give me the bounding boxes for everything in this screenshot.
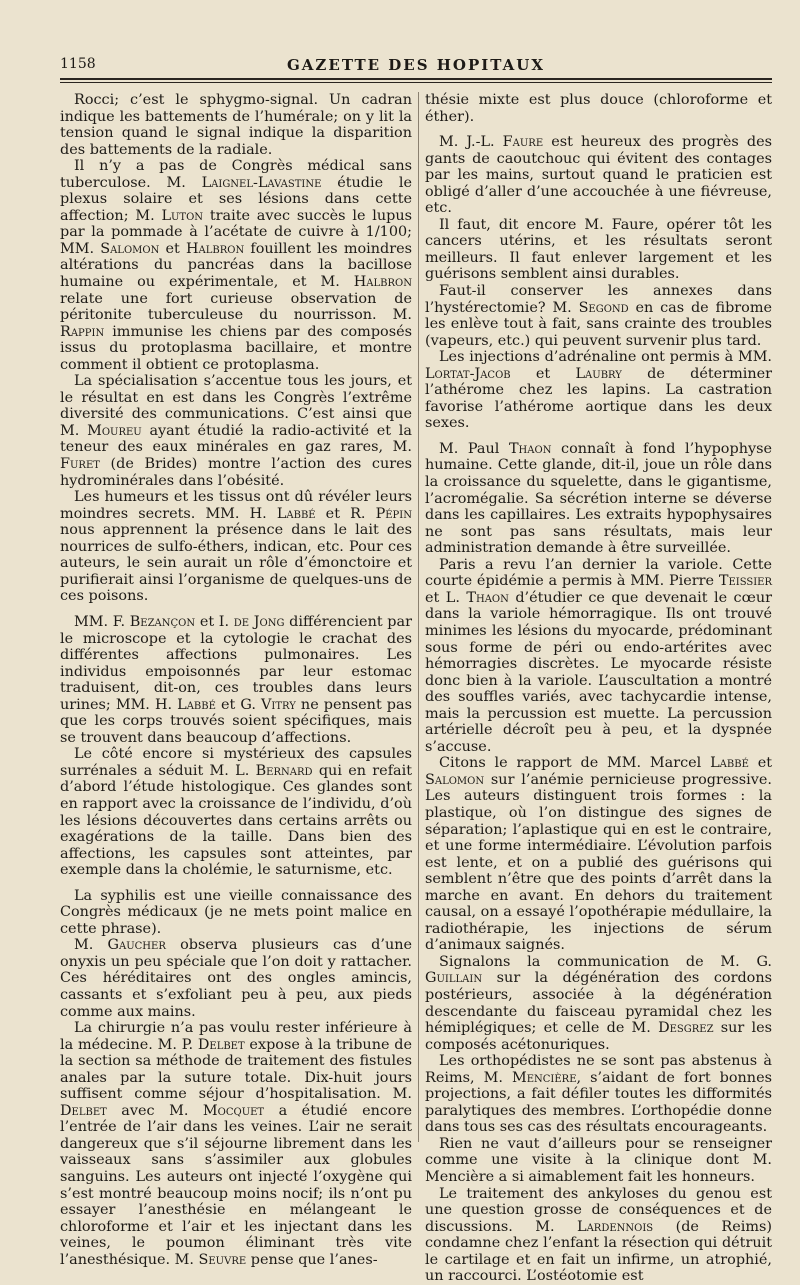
page-number: 1158 <box>60 56 96 72</box>
text-run: pense que l’anes- <box>246 1251 378 1268</box>
paragraph <box>60 746 412 878</box>
paragraph <box>60 937 412 1020</box>
author-name: Delbet <box>197 1036 245 1053</box>
author-name: Vitry <box>261 696 296 713</box>
author-name: Guillain <box>425 970 483 987</box>
text-run: Les orthopédistes ne se sont pas abstenus à Reims, M. <box>425 1053 772 1086</box>
text-run: nous apprennent la présence dans le lait des nourrices de sulfo-éthers, indican, etc. Pour ces auteurs, le sein aurait un rôle d’émonctoire et purifierait ainsi l’organisme de quelques-uns de ces poisons. <box>60 522 412 605</box>
text-run: sur la dégénération des cordons postérieurs, associée à la dégénération descendante du faisceau pyramidal chez les hémiplégiques; et celle de M. <box>425 970 772 1037</box>
paragraph <box>60 158 412 373</box>
text-run: Il faut, dit encore M. Faure, opérer tôt les cancers utérins, et les résultats seront meilleurs. Il faut enlever largement et les guérisons semblent ainsi durables. <box>425 216 772 283</box>
author-name: Salomon <box>100 240 160 257</box>
paragraph <box>60 373 412 489</box>
author-name: Pépin <box>375 505 412 522</box>
text-run: relate une fort curieuse observation de péritonite tuberculeuse du nourrisson. M. <box>60 290 412 324</box>
text-run: et L. <box>425 589 467 606</box>
paragraph <box>60 92 412 158</box>
author-name: Halbron <box>353 274 412 291</box>
text-run: Rien ne vaut d’ailleurs pour se renseigner comme une visite à la clinique dont M. Mencière a si aimablement fait les honneurs. <box>425 1135 772 1185</box>
author-name: Labbé <box>710 755 749 772</box>
text-run: Le côté encore si mystérieux des capsules surrénales a séduit M. L. <box>60 746 412 779</box>
text-run: (de Reims) condamne chez l’enfant la résection qui détruit le cartilage et en fait un infirme, un atrophié, un raccourci. L’ostéotomie est <box>425 1218 772 1285</box>
text-run: et R. <box>315 505 376 522</box>
text-run: et G. <box>215 696 262 713</box>
left-column <box>60 92 412 1268</box>
author-name: Gaucher <box>107 937 166 954</box>
author-name: de Jong <box>233 613 285 630</box>
author-name: Desgrez <box>658 1020 714 1037</box>
author-name: Thaon <box>508 440 552 457</box>
text-run: immunise les chiens par des composés issus du protoplasma bacillaire, et montre comment il obtient ce protoplasma. <box>60 323 412 373</box>
text-run: M. Paul <box>439 440 509 457</box>
text-run: sur l’anémie pernicieuse progressive. Les auteurs distinguent trois formes : la plastique, où l’on distingue des signes de séparation; l’aplastique qui en est le contraire, et une forme intermédiaire. L’évolution parfois est lente, et on a publié des guérisons qui semblent n’être que des points d’arrêt dans la marche en avant. En dehors du traitement causal, on a essayé l’opothérapie médullaire, la radiothérapie, les injections de sérum d’animaux saignés. <box>425 771 772 954</box>
text-run: Rocci; c’est le sphygmo-signal. Un cadran indique les battements de l’humérale; on y lit la tension quand le signal indique la disparition des battements de la radiale. <box>60 92 412 158</box>
header-rule-thick <box>60 78 772 80</box>
text-run: thésie mixte est plus douce (chloroforme et éther). <box>425 92 772 125</box>
paragraph <box>425 283 772 349</box>
running-title: GAZETTE DES HOPITAUX <box>286 56 545 74</box>
author-name: Lardennois <box>577 1218 654 1235</box>
author-name: Segond <box>578 299 629 316</box>
page-header <box>60 56 772 78</box>
text-run: (de Brides) montre l’action des cures hydrominérales dans l’obésité. <box>60 456 412 489</box>
paragraph <box>60 614 412 746</box>
right-column <box>425 92 772 1285</box>
text-run: M. <box>74 937 108 954</box>
text-run: et I. <box>195 613 234 630</box>
text-run: et <box>510 365 576 382</box>
author-name: Faure <box>502 134 544 151</box>
paragraph <box>60 1020 412 1268</box>
text-run: Paris a revu l’an dernier la variole. Cette courte épidémie a permis à MM. Pierre <box>425 556 772 590</box>
author-name: Rappin <box>60 323 105 340</box>
paragraph <box>425 441 772 557</box>
text-run: expose à la tribune de la section sa méthode de traitement des fistules anales par la suture totale. Dix-huit jours suffisent comme séjour d’hospitalisation. M. <box>60 1036 412 1103</box>
text-run: observa plusieurs cas d’une onyxis un peu spéciale que l’on doit y rattacher. Ces héréditaires ont des ongles amincis, cassants et s’exfoliant peu à peu, aux pieds comme aux mains. <box>60 937 412 1020</box>
text-run: Les injections d’adrénaline ont permis à MM. <box>439 349 772 366</box>
text-run: étudie le plexus solaire et ses lésions dans cette affection; M. <box>60 174 413 224</box>
text-run: La syphilis est une vieille connaissance des Congrès médicaux (je ne mets point malice en cette phrase). <box>60 887 412 937</box>
paragraph <box>425 1136 772 1186</box>
text-run: fouillent les moindres altérations du pancréas dans la bacillose humaine ou expérimentale, et M. <box>60 240 412 291</box>
text-run: et <box>159 240 186 257</box>
author-name: Halbron <box>185 240 245 257</box>
paragraph <box>60 489 412 605</box>
author-name: Bezançon <box>129 613 196 630</box>
text-run: ayant étudié la radio-activité et la teneur des eaux minérales en gaz rares, M. <box>60 422 412 456</box>
text-run: Faut-il conserver les annexes dans l’hystérectomie? M. <box>425 283 772 316</box>
paragraph <box>425 755 772 954</box>
header-rule-thin <box>60 82 772 83</box>
text-run: Les humeurs et les tissus ont dû révéler leurs moindres secrets. MM. H. <box>60 489 412 522</box>
text-run: en cas de fibrome les enlève tout à fait, sans crainte des troubles (vapeurs, etc.) qui peuvent survenir plus tard. <box>425 299 772 349</box>
author-name: Furet <box>60 456 100 473</box>
author-name: Laignel-Lavastine <box>201 174 322 191</box>
author-name: Luton <box>161 207 204 224</box>
paragraph <box>425 557 772 756</box>
author-name: Salomon <box>425 771 485 788</box>
text-run: avec M. <box>106 1102 203 1119</box>
text-run: La spécialisation s’accentue tous les jours, et le résultat en est dans les Congrès l’extrême diversité des communications. C’est ainsi que M. <box>60 373 412 439</box>
text-run: a étudié encore l’entrée de l’air dans les veines. L’air ne serait dangereux que s’il séjourne librement dans les vaisseaux sans s’assimiler aux globules sanguins. Les auteurs ont injecté l’oxygène qui s’est montré beaucoup moins nocif; ils n’ont pu essayer l’anesthésie en mélangeant le chloroforme et l’air et les injectant dans les veines, le poumon éliminant très vite l’anesthésique. M. <box>60 1102 412 1268</box>
paragraph <box>425 1053 772 1136</box>
paragraph <box>425 134 772 217</box>
author-name: Thaon <box>466 589 509 606</box>
author-name: Laubry <box>575 365 622 382</box>
paragraph <box>60 888 412 938</box>
text-run: Citons le rapport de MM. Marcel <box>439 755 711 772</box>
author-name: Seuvre <box>198 1251 247 1268</box>
text-run: Signalons la communication de M. G. <box>439 953 772 970</box>
paragraph <box>425 954 772 1053</box>
text-run: qui en refait d’abord l’étude histologique. Ces glandes sont en rapport avec la croissance de l’individu, d’où les lésions découvertes dans certains arrêts ou exagérations de la taille. Dans bien des affections, les capsules sont atteintes, par exemple dans la cholémie, le saturnisme, etc. <box>60 762 412 879</box>
author-name: Labbé <box>276 505 316 522</box>
author-name: Mocquet <box>202 1102 265 1119</box>
paragraph <box>425 349 772 432</box>
paragraph <box>425 92 772 125</box>
text-run: La chirurgie n’a pas voulu rester inférieure à la médecine. M. P. <box>60 1020 412 1053</box>
author-name: Moureu <box>87 422 142 439</box>
author-name: Delbet <box>60 1102 107 1119</box>
paragraph <box>425 217 772 283</box>
author-name: Lortat-Jacob <box>425 365 511 382</box>
author-name: Mencière <box>511 1069 577 1086</box>
text-run: MM. F. <box>74 613 130 630</box>
text-run: sur les composés acétonuriques. <box>425 1020 772 1053</box>
text-run: de déterminer l’athérome chez les lapins. La castration favorise l’athérome aortique dans les deux sexes. <box>425 365 772 432</box>
text-run: différencient par le microscope et la cytologie le crachat des différentes affections pulmonaires. Les individus empoisonnés par leur estomac traduisent, dit-on, ces troubles dans leurs urines; MM. H. <box>60 613 412 713</box>
text-run: d’étudier ce que devenait le cœur dans la variole hémorragique. Ils ont trouvé minimes les lésions du myocarde, prédominant sous forme de péri ou endo-artérites avec hémorragies discrètes. Le myocarde résiste donc bien à la variole. L’auscultation a montré des souffles variés, avec tachycardie intense, mais la percussion est muette. La percussion artérielle décroît peu à peu, et la dyspnée s’accuse. <box>425 589 772 755</box>
text-run: et <box>748 755 772 772</box>
text-run: M. J.-L. <box>439 134 503 151</box>
text-run: est heureux des progrès des gants de caoutchouc qui évitent des contages par les mains, surtout quand le praticien est obligé d’aller d’une accouchée à une fiévreuse, etc. <box>425 134 772 217</box>
column-divider <box>418 92 419 1142</box>
text-run: ne pensent pas que les corps trouvés soient spécifiques, mais se trouvent dans beaucoup d’affections. <box>60 696 412 746</box>
author-name: Teissier <box>718 573 772 590</box>
text-run: Le traitement des ankyloses du genou est une question grosse de conséquences et de discussions. M. <box>425 1185 772 1235</box>
text-run: connaît à fond l’hypophyse humaine. Cette glande, dit-il, joue un rôle dans la croissance du squelette, dans le gigantisme, l’acromégalie. Sa sécrétion interne se déverse dans les capillaires. Les extraits hypophysaires ne sont pas sans résultats, mais leur administration demande à être surveillée. <box>425 440 772 557</box>
author-name: Bernard <box>255 762 313 779</box>
author-name: Labbé <box>177 696 216 713</box>
paragraph <box>425 1186 772 1285</box>
text-run: Il n’y a pas de Congrès médical sans tuberculose. M. <box>60 158 412 191</box>
text-run: traite avec succès le lupus par la pommade à l’acétate de cuivre à 1/100; MM. <box>60 207 412 257</box>
text-run: , s’aidant de fort bonnes projections, a fait défiler toutes les difformités paralytiques des membres. L’orthopédie donne dans tous ses cas des résultats encourageants. <box>425 1069 772 1136</box>
